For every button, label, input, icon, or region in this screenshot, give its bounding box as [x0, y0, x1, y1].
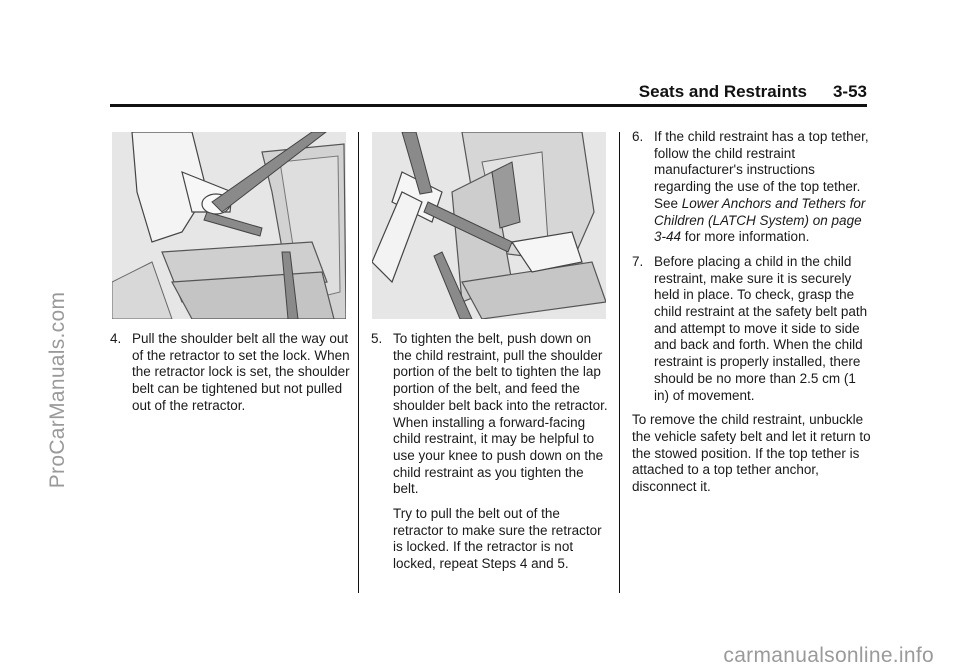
step-text-continued: Try to pull the belt out of the retractor to make sure the retractor is locked. If the retractor is not locked, repeat Steps 4 and 5.: [393, 506, 602, 572]
cross-reference-link[interactable]: Lower Anchors and Tethers for Children (LATCH System) on page 3-44: [654, 195, 866, 245]
section-title: Seats and Restraints: [638, 82, 807, 101]
step-4-illustration: [112, 132, 346, 319]
step-text-after: for more information.: [681, 229, 810, 245]
side-watermark: ProCarManuals.com: [46, 291, 69, 489]
column-divider-2: [619, 132, 620, 593]
step-4: [110, 331, 350, 415]
step-text-before: If the child restraint has a top tether, follow the child restraint manufacturer's instructions regarding the use of the top tether. See: [654, 129, 869, 211]
step-7: [632, 254, 872, 404]
closing-paragraph: To remove the child restraint, unbuckle the vehicle safety belt and let it return to the stowed position. If the top tether is attached to a top tether anchor, disconnect it.: [632, 412, 871, 495]
step-6: [632, 129, 872, 246]
column-3: [632, 129, 872, 504]
step-5: [371, 331, 611, 573]
step-number: 6.: [632, 129, 644, 144]
page-header: [110, 82, 867, 102]
step-number: 7.: [632, 253, 644, 269]
step-text: To tighten the belt, push down on the child restraint, pull the shoulder portion of the belt to tighten the lap portion of the belt, and feed the shoulder belt back into the retractor. When installing a forward-facing child restraint, it may be helpful to use your knee to push down on the child restraint as you tighten the belt.: [393, 331, 608, 497]
bottom-watermark: carmanualsonline.info: [723, 644, 934, 667]
column-1: [110, 331, 350, 423]
step-text: Pull the shoulder belt all the way out of the retractor to set the lock. When the retractor lock is set, the shoulder belt can be tightened but not pulled out of the retractor.: [132, 331, 350, 413]
step-number: 4.: [110, 331, 122, 346]
page-number: 3-53: [832, 82, 867, 101]
step-5-illustration: [372, 132, 606, 319]
column-2: [371, 331, 611, 581]
column-divider-1: [358, 132, 359, 593]
step-text: Before placing a child in the child restraint, make sure it is securely held in place. To check, grasp the child restraint at the safety belt path and attempt to move it side to side and back and forth. When the child restraint is properly installed, there should be no more than 2.5 cm (1 in) of movement.: [654, 253, 868, 403]
step-number: 5.: [371, 331, 383, 346]
step-text: [654, 129, 872, 246]
header-rule: [110, 104, 867, 107]
